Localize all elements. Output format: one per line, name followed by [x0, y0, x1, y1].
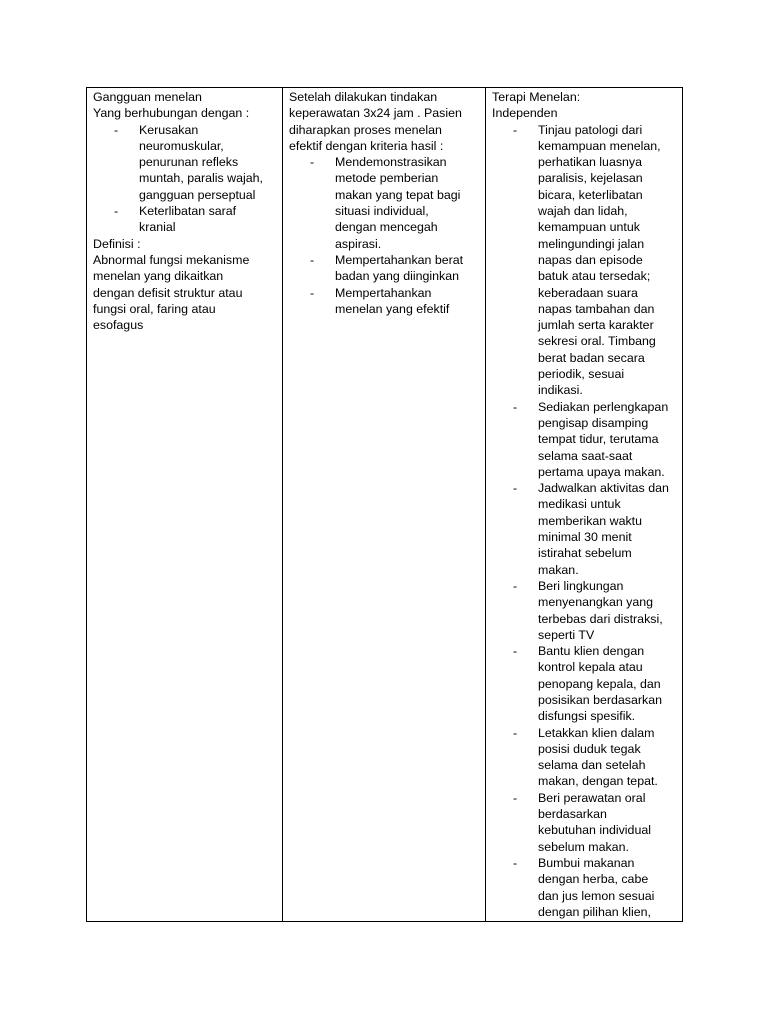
intervention-list: [492, 122, 676, 921]
definition-line: esofagus: [93, 318, 144, 333]
cause-text: Keterlibatan saraf kranial: [139, 204, 237, 235]
dash-bullet: -: [114, 204, 119, 219]
cause-text: Kerusakan neuromuskular, penurunan refleks muntah, paralis wajah, gangguan perseptual: [139, 122, 263, 202]
list-item: [492, 643, 676, 724]
list-item: [492, 122, 676, 399]
list-item: [492, 855, 676, 920]
intervention-text: Beri perawatan oral berdasarkan kebutuhan individual sebelum makan.: [538, 790, 651, 854]
list-item: [93, 122, 276, 203]
intervention-text: Jadwalkan aktivitas dan medikasi untuk memberikan waktu minimal 30 menit istirahat sebelum makan.: [538, 481, 669, 577]
dash-bullet: -: [513, 122, 518, 137]
dash-bullet: -: [513, 725, 518, 740]
criteria-text: Mempertahankan berat badan yang diinginkan: [335, 252, 464, 284]
list-item: [492, 790, 676, 855]
list-item: [492, 578, 676, 643]
intervention-text: Letakkan klien dalam posisi duduk tegak selama dan setelah makan, dengan tepat.: [538, 725, 658, 789]
list-item: [289, 154, 479, 252]
intervention-title: Terapi Menelan:: [492, 90, 581, 104]
criteria-text: Mendemonstrasikan metode pemberian makan yang tepat bagi situasi individual, dengan mencegah aspirasi.: [335, 155, 461, 251]
dash-bullet: -: [513, 855, 518, 870]
outcome-intro-line: Setelah dilakukan tindakan: [289, 90, 438, 104]
diagnosis-cell: [87, 88, 283, 922]
dash-bullet: -: [114, 122, 119, 137]
criteria-list: [289, 154, 479, 317]
dash-bullet: -: [513, 399, 518, 414]
diagnosis-title: Gangguan menelan: [93, 90, 202, 104]
list-item: [93, 203, 276, 236]
table-row: [87, 88, 683, 922]
definition-line: menelan yang dikaitkan: [93, 269, 224, 284]
related-to-label: Yang berhubungan dengan :: [93, 106, 250, 121]
outcome-intro-line: keperawatan 3x24 jam . Pasien: [289, 106, 462, 121]
list-item: [289, 285, 479, 318]
list-item: [492, 480, 676, 578]
dash-bullet: -: [310, 285, 315, 300]
outcome-cell: [283, 88, 486, 922]
dash-bullet: -: [513, 790, 518, 805]
nursing-care-table: [86, 87, 683, 922]
intervention-subtitle: Independen: [492, 106, 558, 121]
dash-bullet: -: [513, 481, 518, 496]
dash-bullet: -: [310, 155, 315, 170]
definition-line: dengan defisit struktur atau: [93, 285, 243, 300]
definition-line: Abnormal fungsi mekanisme: [93, 252, 250, 267]
intervention-text: Tinjau patologi dari kemampuan menelan, perhatikan luasnya paralisis, kejelasan bicara, keterlibatan wajah dan lidah, kemampuan untuk melingundingi jalan napas dan episode batuk atau tersedak; keberadaan suara napas tambahan dan jumlah serta karakter sekresi oral. Timbang berat badan secara periodik, sesuai indikasi.: [538, 122, 661, 398]
list-item: [492, 399, 676, 480]
intervention-text: Beri lingkungan menyenangkan yang terbebas dari distraksi, seperti TV: [538, 578, 663, 642]
list-item: [289, 252, 479, 285]
outcome-intro-line: diharapkan proses menelan: [289, 122, 442, 137]
definition-line: fungsi oral, faring atau: [93, 301, 216, 316]
intervention-text: Bumbui makanan dengan herba, cabe dan jus lemon sesuai dengan pilihan klien,: [538, 855, 655, 919]
intervention-text: Sediakan perlengkapan pengisap disamping tempat tidur, terutama selama saat-saat pertama upaya makan.: [538, 399, 669, 479]
intervention-cell: [486, 88, 683, 922]
dash-bullet: -: [513, 578, 518, 593]
dash-bullet: -: [513, 644, 518, 659]
intervention-text: Bantu klien dengan kontrol kepala atau penopang kepala, dan posisikan berdasarkan disfungsi spesifik.: [538, 644, 662, 724]
list-item: [492, 725, 676, 790]
criteria-text: Mempertahankan menelan yang efektif: [335, 285, 450, 316]
outcome-intro-line: efektif dengan kriteria hasil :: [289, 138, 444, 153]
dash-bullet: -: [310, 252, 315, 267]
causes-list: [93, 122, 276, 236]
definition-label: Definisi :: [93, 236, 141, 251]
